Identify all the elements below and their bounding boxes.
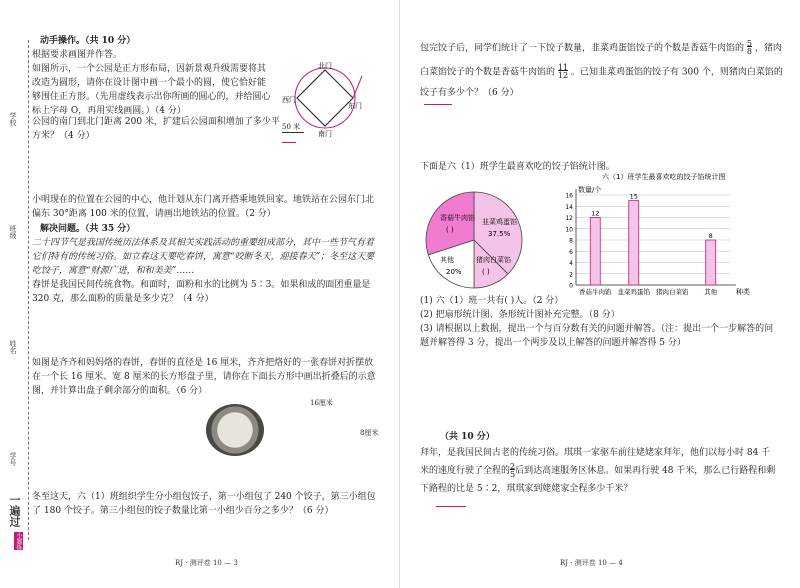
fraction-den: 8 <box>746 47 752 56</box>
fraction-den: 12 <box>557 71 569 80</box>
rect-width-label: 16厘米 <box>310 399 333 407</box>
cont-line1-tail: ，猪肉 <box>754 43 782 54</box>
bar-chart-title: 六（1）班学生最喜欢吃的饺子馅统计图 <box>602 173 726 181</box>
y-tick-label: 12 <box>565 215 573 222</box>
pie-label-leek: 韭菜鸡蛋馅 <box>482 218 517 226</box>
bar-value-label: 8 <box>708 232 713 240</box>
bar-chart-ylabel: 数量/个 <box>578 186 602 194</box>
spine-label-number: 学号 <box>9 452 17 466</box>
scale-label: 50 米 <box>282 123 301 131</box>
question-metro: 小明现在的位置在公园的中心，他计划从东门离开搭乘地铁回家。地铁站在公园东门北偏东 30°距离 100 米的位置，请画出地铁站的位置。（2 分） <box>32 195 375 219</box>
cont-line2-text: 白菜馅饺子的个数是香菇牛肉馅的 <box>420 67 556 78</box>
bar <box>590 218 600 286</box>
trip-text-b: 后到达高速服务区休息。如果再行驶 48 千米，那么已行路程和剩下路程的比是 5∶2，琪琪家到姥姥家全程多少千米？ <box>420 466 776 494</box>
question-trip <box>420 444 778 498</box>
spine-brand: 一遍过 <box>8 494 21 527</box>
bar-chart-marks <box>565 189 736 296</box>
label-west: 西门 <box>282 96 296 104</box>
y-tick-label: 2 <box>569 271 573 279</box>
bar <box>629 201 639 285</box>
x-tick-label: 猪肉白菜馅 <box>656 288 689 296</box>
label-east: 东门 <box>348 102 362 110</box>
cont-line1-text: 包完饺子后，同学们统计了一下饺子数量，韭菜鸡蛋馅饺子的个数是香菇牛肉馅的 <box>420 43 745 54</box>
left-footer: RJ · 测评卷 10 — 3 <box>175 559 238 567</box>
question-plate: 如图是齐齐和妈妈烙的春饼，春饼的直径是 16 厘米，齐齐把烙好的一张春饼对折摆放在一个长 16 厘米、宽 8 厘米的长方形盘子里，请你在下面长方形中画出折叠后的示意图，并计算出盘子剩余部分的面积。（6 分） <box>32 358 376 396</box>
fraction-11-12 <box>558 64 568 80</box>
section-b-title: 解决问题。（共 35 分） <box>40 224 136 234</box>
question-continued-line3: 饺子有多少个？（6 分） <box>420 88 519 98</box>
answer-mark <box>424 104 452 105</box>
y-tick-label: 6 <box>569 248 573 256</box>
pancake-photo <box>206 404 264 456</box>
pie-label-other: 其他 <box>440 256 454 264</box>
fraction-num: 5 <box>746 39 752 48</box>
label-south: 南门 <box>318 130 332 138</box>
cont-line2-tail: 。已知韭菜鸡蛋馅的饺子有 300 个，则猪肉白菜馅的 <box>570 67 783 78</box>
spine-brand-tag: 小题练 <box>15 532 22 550</box>
question-spring-pancake: 春饼是我国民间传统食物。和面时，面粉和水的比例为 5∶3。如果和成的面团重量是 320 克，那么面粉的质量是多少克？（4 分） <box>32 280 371 304</box>
scale-bar <box>282 132 304 133</box>
section-c-title: （共 10 分） <box>440 432 495 442</box>
x-tick-label: 香菇牛肉馅 <box>579 288 612 296</box>
question-continued-line1 <box>420 40 782 56</box>
spine-label-school: 学校 <box>9 112 17 126</box>
cut-line <box>28 40 29 540</box>
pie-label-beef: 香菇牛肉馅 <box>440 214 475 222</box>
question-dumpling: 冬至这天，六（1）班组织学生分小组包饺子，第一小组包了 240 个饺子，第三小组包了 180 个饺子。第三小组包的饺子数量比第一小组少百分之多少？（6 分） <box>32 492 376 516</box>
page-divider <box>399 0 400 588</box>
bar-value-label: 12 <box>591 209 600 218</box>
pie-slices <box>426 192 522 288</box>
question-continued-line2 <box>420 64 783 80</box>
bar-value-label: 15 <box>629 192 638 201</box>
chart-question-2: (2) 把扇形统计图、条形统计图补充完整。（8 分） <box>420 310 620 320</box>
section-a-intro: 根据要求画图并作答。 <box>32 50 123 60</box>
y-tick-label: 16 <box>565 192 573 200</box>
bar <box>706 240 716 285</box>
answer-mark <box>436 506 466 507</box>
x-tick-label: 韭菜鸡蛋馅 <box>617 288 650 296</box>
y-tick-label: 8 <box>569 237 573 245</box>
label-north: 北门 <box>318 62 332 70</box>
park-circle <box>295 68 355 128</box>
chart-question-3: (3) 请根据以上数据，提出一个与百分数有关的问题并解答。（注：提出一个一步解答的问题并解答得 3 分，提出一个两步及以上解答的问题并解答得 5 分） <box>420 324 774 348</box>
rect-height-label: 8厘米 <box>360 429 379 437</box>
pie-value-beef: ( ) <box>446 226 454 234</box>
trip-text-a: 拜年，是我国民间古老的传统习俗。琪琪一家驱车前往姥姥家拜年，他们以每小时 84 千米的速度行驶了全程的 <box>420 448 771 476</box>
pie-chart <box>420 186 532 294</box>
binding-spine <box>0 0 22 588</box>
y-tick-label: 4 <box>569 260 573 267</box>
section-a-title: 动手操作。（共 10 分） <box>40 36 136 46</box>
pie-value-pork: ( ) <box>482 268 490 276</box>
bar-chart-xlabel: 种类 <box>736 288 750 296</box>
question-park-area: 公园的南门到北门距离 200 米，扩建后公园面积增加了多少平方米？（4 分） <box>32 117 280 141</box>
bar-chart <box>560 170 760 300</box>
answer-mark <box>282 142 296 143</box>
chart-question-1: (1) 六（1）班一共有( )人。（2 分） <box>420 296 564 306</box>
chart-intro: 下面是六（1）班学生最喜欢吃的饺子馅统计图。 <box>420 162 615 172</box>
pie-value-leek: 37.5% <box>488 230 511 238</box>
y-tick-label: 14 <box>565 203 573 211</box>
pie-value-other: 20% <box>446 268 462 276</box>
pie-label-pork: 猪肉白菜馅 <box>476 256 511 264</box>
right-footer: RJ · 测评卷 10 — 4 <box>560 559 623 567</box>
solar-terms-intro: 二十四节气是我国传统历法体系及其相关实践活动的重要组成部分，其中一些节气有着它们特有的传统习俗。如立春这天要吃春饼，寓意“咬断冬天，迎接春天”；冬至这天要吃饺子，寓意“财源广进，和和美美”…… <box>32 238 375 276</box>
north-east-line <box>353 76 362 98</box>
fraction-num: 2 <box>510 461 516 471</box>
x-tick-label: 其他 <box>704 288 718 296</box>
fraction-den: 5 <box>510 469 516 479</box>
spine-label-name: 姓名 <box>9 340 17 354</box>
y-tick-label: 10 <box>565 226 573 234</box>
y-tick-label: 0 <box>569 282 573 290</box>
fraction-num: 11 <box>557 63 569 72</box>
park-square <box>297 70 353 126</box>
question-park-circle: 如图所示，一个公园是正方形布局，因新景观升级需要将其改造为圆形，请你在设计图中画一个最小的圆，使它恰好能够围住正方形。（先用虚线表示出你所画的圆心的，并给圆心标上字母 O，再用实线画圆。）（4 分） <box>32 64 271 116</box>
spine-label-class: 班级 <box>9 225 17 239</box>
fraction-5-8 <box>747 40 752 56</box>
